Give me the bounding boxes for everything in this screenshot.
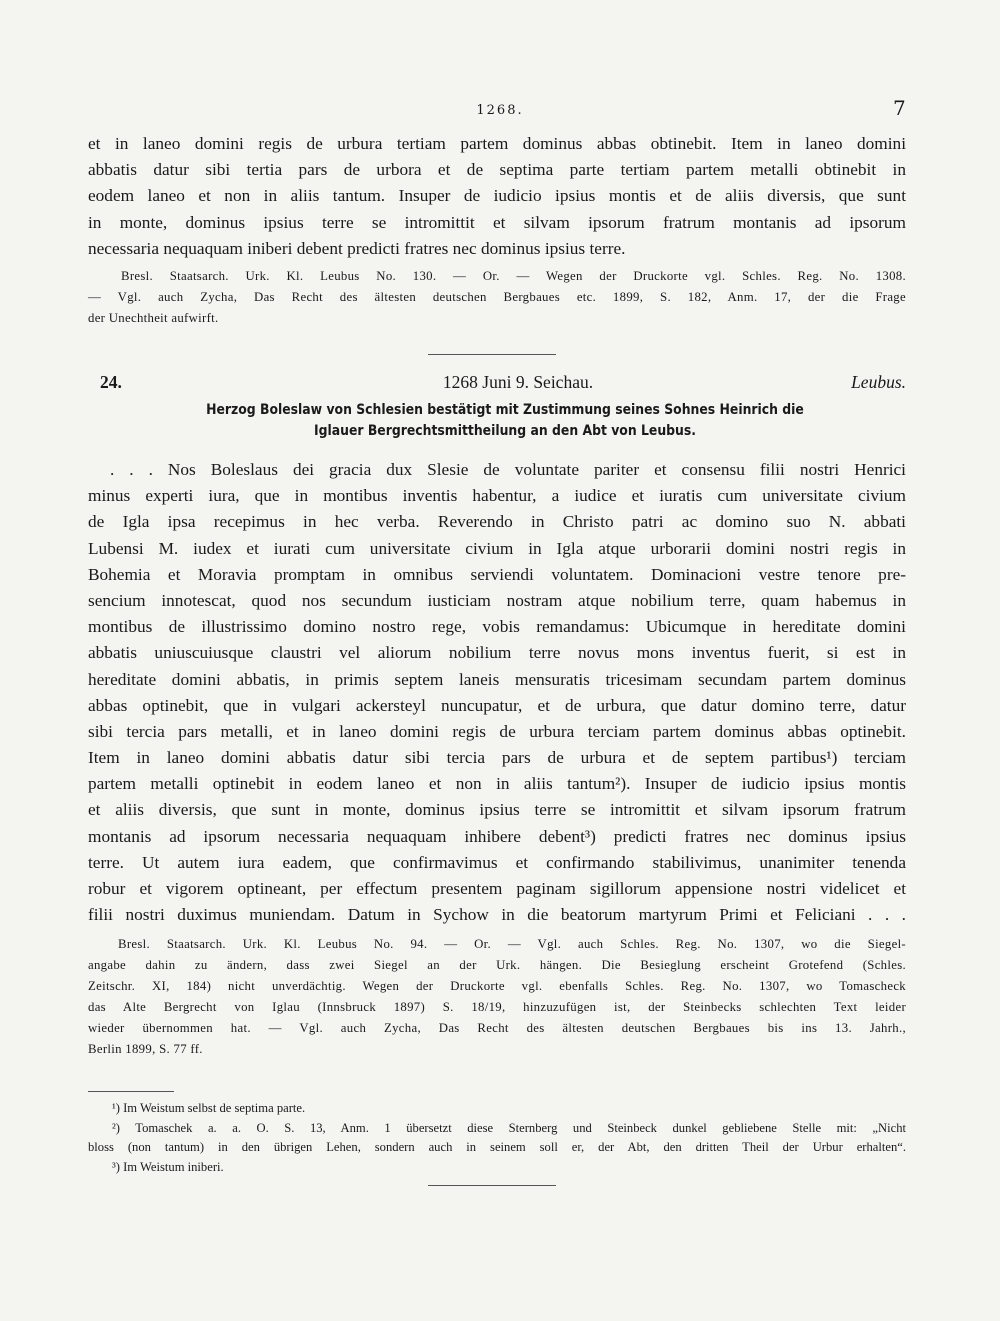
text-line: in monte, dominus ipsius terre se intromittit et silvam ipsorum fratrum montanis ad ipsorum bbox=[88, 212, 906, 232]
text-line: Item in laneo domini abbatis datur sibi tercia pars de urbura et de septem partibus¹) terciam bbox=[88, 748, 906, 768]
text-line: montanis ad ipsorum necessaria nequaquam inhibere debent³) predicti fratres nec dominus ipsius bbox=[88, 826, 906, 846]
note-line: angabe dahin zu ändern, dass zwei Siegel an der Urk. hängen. Die Besieglung erscheint Grotefend (Schles. bbox=[88, 958, 906, 972]
section-divider bbox=[428, 354, 556, 355]
continuation-text bbox=[88, 131, 906, 262]
text-line: et aliis diversis, que sunt in monte, dominus ipsius terre se intromittit et silvam ipsorum fratrum bbox=[88, 800, 906, 820]
footnotes bbox=[88, 1099, 906, 1177]
continuation-notes bbox=[88, 266, 906, 329]
footnote-2: ²) Tomaschek a. a. O. S. 13, Anm. 1 übersetzt diese Sternberg und Steinbeck dunkel gebliebene Stelle mit: „Nicht bbox=[112, 1120, 906, 1135]
text-line: partem metalli optinebit in eodem laneo et non in aliis tantum²). Insuper de iudicio ipsius montis bbox=[88, 774, 906, 794]
text-line: sibi tercia pars metalli, et in laneo domini regis de urbura terciam partem dominus abbas optinebit. bbox=[88, 721, 906, 741]
text-line: abbatis uniuscuiusque claustri vel aliorum nobilium terre novus mons inventus fuerit, si est in bbox=[88, 643, 906, 663]
note-line: Berlin 1899, S. 77 ff. bbox=[88, 1042, 203, 1056]
note-line: Bresl. Staatsarch. Urk. Kl. Leubus No. 94. — Or. — Vgl. auch Schles. Reg. No. 1307, wo die Siegel- bbox=[118, 937, 906, 951]
text-line: minus experti iura, que in montibus inventis habentur, a iudice et iuratis cum universitate civium bbox=[88, 486, 906, 506]
document-heading bbox=[100, 372, 906, 398]
footnote-3: ³) Im Weistum iniberi. bbox=[112, 1159, 224, 1174]
text-line: sencium innotescat, quod nos secundum iusticiam nostram atque nobilium terre, quam habemus in bbox=[88, 590, 906, 610]
text-line: hereditate domini abbatis, in primis septem laneis mensuratis tricesimam secundam partem dominus bbox=[88, 669, 906, 689]
text-line: abbatis datur sibi tertia pars de urbora et de septima parte tertiam partem metalli obtinebit in bbox=[88, 160, 906, 180]
document-regest bbox=[160, 400, 850, 442]
note-line: der Unechtheit aufwirft. bbox=[88, 311, 219, 325]
document-text bbox=[88, 457, 906, 928]
footnote-1: ¹) Im Weistum selbst de septima parte. bbox=[112, 1101, 306, 1115]
text-line: et in laneo domini regis de urbura tertiam partem dominus abbas obtinebit. Item in laneo domini bbox=[88, 134, 906, 153]
note-line: wieder übernommen hat. — Vgl. auch Zycha, Das Recht des ältesten deutschen Bergbaues bis ins 13. Jahrh., bbox=[88, 1021, 906, 1035]
text-line: Bohemia et Moravia promptam in omnibus serviendi voluntatem. Dominacioni vestre tenore pre- bbox=[88, 564, 906, 584]
text-line: eodem laneo et non in aliis tantum. Insuper de iudicio ipsius montis et de aliis diversis, que sunt bbox=[88, 186, 906, 206]
footnote-divider bbox=[88, 1091, 174, 1092]
document-date-place: 1268 Juni 9. Seichau. bbox=[442, 372, 594, 392]
text-line: necessaria nequaquam iniberi debent predicti fratres nec dominus ipsius terre. bbox=[88, 238, 626, 258]
text-line: abbas optinebit, que in vulgari ackersteyl nuncupatur, et de urbura, que datur domino terre, datur bbox=[88, 695, 906, 715]
footnote-2-continued: bloss (non tantum) in den übrigen Lehen, sondern auch in seinem soll er, der Abt, den dritten Theil der Urbur erhalten“. bbox=[88, 1140, 906, 1154]
page-number: 7 bbox=[893, 96, 906, 120]
document-archive: Leubus. bbox=[851, 372, 906, 392]
document-notes bbox=[88, 934, 906, 1060]
document-number: 24. bbox=[100, 372, 122, 392]
text-line: de Igla ipsa recepimus in hec verba. Reverendo in Christo patri ac domino suo N. abbati bbox=[88, 512, 906, 532]
text-line: robur et vigorem optineant, per effectum presentem paginam sigillorum appensione nostri videlicet et bbox=[88, 879, 906, 898]
regest-line: Herzog Boleslaw von Schlesien bestätigt mit Zustimmung seines Sohnes Heinrich die bbox=[206, 402, 804, 418]
text-line: . . . Nos Boleslaus dei gracia dux Slesie de voluntate pariter et consensu filii nostri Henrici bbox=[110, 460, 906, 479]
running-header-year: 1268. bbox=[476, 103, 524, 118]
text-line: Lubensi M. iudex et iurati cum universitate civium in Igla atque urborarii domini nostri regis in bbox=[88, 538, 906, 558]
note-line: — Vgl. auch Zycha, Das Recht des ältesten deutschen Bergbaues etc. 1899, S. 182, Anm. 17, der die Frage bbox=[88, 290, 906, 304]
regest-line: Iglauer Bergrechtsmittheilung an den Abt von Leubus. bbox=[314, 423, 696, 439]
text-line: montibus de illustrissimo domino nostro rege, vobis remandamus: Ubicumque in hereditate domini bbox=[88, 617, 906, 637]
end-divider bbox=[428, 1185, 556, 1186]
text-line: terre. Ut autem iura eadem, que confirmavimus et confirmando stabilivimus, unanimiter tenenda bbox=[88, 852, 906, 872]
text-line: filii nostri duximus muniendam. Datum in Sychow in die beatorum martyrum Primi et Feliciani . . . bbox=[88, 905, 906, 925]
note-line: das Alte Bergrecht von Iglau (Innsbruck 1897) S. 18/19, hinzuzufügen ist, der Steinbecks schlechten Text leider bbox=[88, 1000, 906, 1014]
note-line: Bresl. Staatsarch. Urk. Kl. Leubus No. 130. — Or. — Wegen der Druckorte vgl. Schles. Reg. No. 1308. bbox=[121, 269, 906, 283]
note-line: Zeitschr. XI, 184) nicht unverdächtig. Wegen der Druckorte vgl. ebenfalls Schles. Reg. No. 1307, wo Tomascheck bbox=[88, 979, 906, 993]
